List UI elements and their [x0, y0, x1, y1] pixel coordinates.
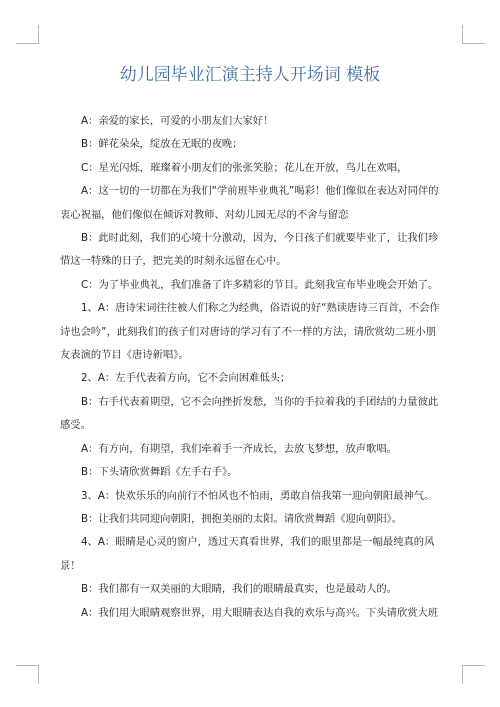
crop-mark-bottom-right	[462, 665, 485, 684]
crop-mark-bottom-left	[16, 665, 39, 684]
paragraph: B：下头请欣赏舞蹈《左手右手》。	[81, 466, 238, 479]
paragraph: B：右手代表着期望，它不会向挫折发愁，当你的手拉着我的手团结的力量彼此感受。	[60, 395, 439, 432]
paragraph: 1、A：唐诗宋词往往被人们称之为经典，俗语说的好“熟读唐诗三百首，不会作诗也会吟”，此刻我们的孩子们对唐诗的学习有了不一样的方法，请欣赏幼二班小朋友表演的节目《唐诗新唱》。	[60, 302, 440, 362]
paragraph: A：这一切的一切都在为我们“学前班毕业典礼”喝彩！他们像似在表达对同伴的衷心祝福，他们像似在倾诉对教师、对幼儿园无尽的不舍与留恋	[60, 185, 439, 221]
document-body	[60, 110, 444, 625]
paragraph: B：我们都有一双美丽的大眼睛，我们的眼睛最真实，也是最动人的。	[81, 583, 397, 596]
crop-mark-top-left	[16, 25, 39, 44]
paragraph: A：有方向，有期望，我们牵着手一齐成长，去放飞梦想，放声歌唱。	[81, 442, 397, 455]
paragraph: 4、A：眼睛是心灵的窗户，透过天真看世界，我们的眼里都是一幅最纯真的风景！	[60, 536, 435, 572]
document-title: 幼儿园毕业汇演主持人开场词 模板	[119, 65, 381, 85]
crop-mark-top-right	[462, 25, 485, 44]
paragraph: A：我们用大眼睛观察世界，用大眼睛表达自我的欢乐与高兴。下头请欣赏大班	[81, 606, 439, 619]
paragraph: B：此时此刻，我们的心境十分激动，因为，今日孩子们就要毕业了，让我们珍惜这一特殊的日子，把完美的时刻永远留在心中。	[60, 232, 439, 268]
paragraph: C：为了毕业典礼，我们准备了许多精彩的节目。此刻我宣布毕业晚会开始了。	[81, 278, 439, 291]
paragraph: A：亲爱的家长，可爱的小朋友们大家好！	[81, 115, 274, 127]
paragraph: C：星光闪烁，璀璨着小朋友们的张张笑脸；花儿在开放，鸟儿在欢唱，	[81, 161, 408, 174]
paragraph: 2、A：左手代表着方向，它不会向困难低头；	[81, 372, 291, 385]
paragraph: B：让我们共同迎向朝阳，拥抱美丽的太阳。请欣赏舞蹈《迎向朝阳》。	[81, 512, 403, 525]
paragraph: 3、A：快欢乐乐的向前行不怕风也不怕雨，勇敢自信我第一迎向朝阳最神气。	[81, 489, 435, 502]
paragraph: B：鲜花朵朵，绽放在无眠的夜晚；	[81, 138, 243, 151]
